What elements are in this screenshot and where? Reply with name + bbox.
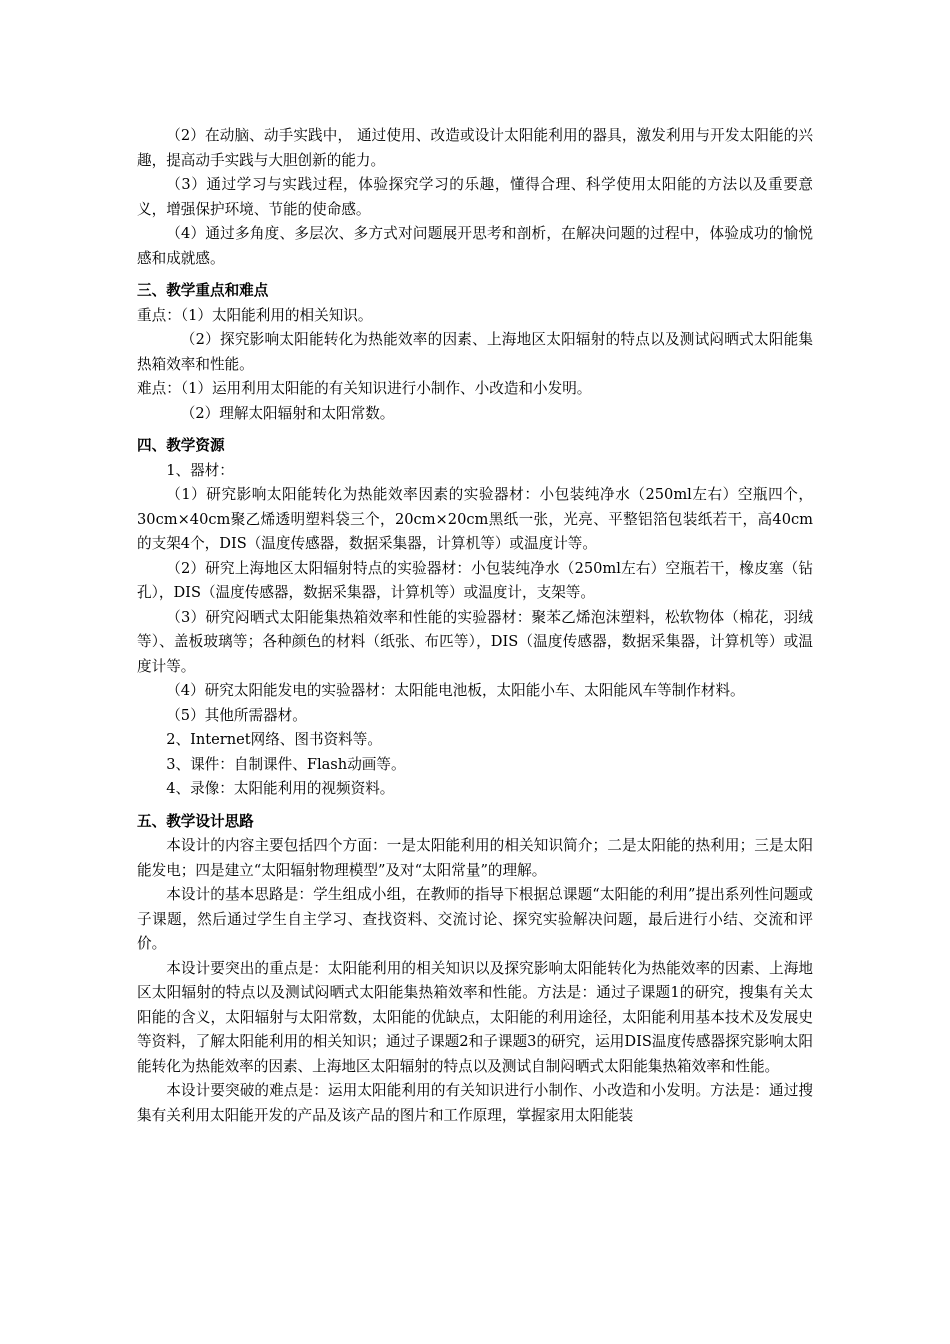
equipment-paragraph-5: （5）其他所需器材。: [166, 706, 307, 724]
difficulty-1: 难点：（1）运用利用太阳能的有关知识进行小制作、小改造和小发明。: [137, 380, 592, 397]
equipment-paragraph-1: （1）研究影响太阳能转化为热能效率因素的实验器材：小包装纯净水（250ml左右）空瓶四个，30cm×40cm聚乙烯透明塑料袋三个，20cm×20cm黑纸一张，光亮、平整铝箔包装纸若干，高40cm的支架4个，DIS（温度传感器，数据采集器，计算机等）或温度计等。: [137, 486, 813, 552]
section-heading-resources: 四、教学资源: [137, 437, 225, 454]
resource-item-2: 2、Internet网络、图书资料等。: [166, 731, 382, 748]
design-paragraph-2: 本设计的基本思路是：学生组成小组，在教师的指导下根据总课题“太阳能的利用”提出系列性问题或子课题，然后通过学生自主学习、查找资料、交流讨论、探究实验解决问题，最后进行小结、交流和评价。: [137, 886, 813, 952]
key-point-1: 重点：（1）太阳能利用的相关知识。: [137, 306, 373, 324]
equipment-paragraph-2: （2）研究上海地区太阳辐射特点的实验器材：小包装纯净水（250ml左右）空瓶若干，橡皮塞（钻孔），DIS（温度传感器，数据采集器，计算机等）或温度计，支架等。: [137, 559, 813, 601]
resource-item-1: 1、器材：: [166, 461, 234, 479]
document-page: [137, 124, 813, 1128]
section-heading-key-points: 三、教学重点和难点: [137, 282, 269, 299]
goal-paragraph-2: （2）在动脑、动手实践中， 通过使用、改造或设计太阳能利用的器具，激发利用与开发太阳能的兴趣，提高动手实践与大胆创新的能力。: [137, 127, 813, 169]
equipment-paragraph-3: （3）研究闷晒式太阳能集热箱效率和性能的实验器材：聚苯乙烯泡沫塑料，松软物体（棉花，羽绒等）、盖板玻璃等；各种颜色的材料（纸张、布匹等），DIS（温度传感器，数据采集器，计算机等）或温度计等。: [137, 608, 813, 675]
design-paragraph-3: 本设计要突出的重点是：太阳能利用的相关知识以及探究影响太阳能转化为热能效率的因素、上海地区太阳辐射的特点以及测试闷晒式太阳能集热箱效率和性能。方法是：通过子课题1的研究，搜集有关太阳能的含义，太阳辐射与太阳常数，太阳能的优缺点，太阳能的利用途径，太阳能利用基本技术及发展史等资料，了解太阳能利用的相关知识；通过子课题2和子课题3的研究，运用DIS温度传感器探究影响太阳能转化为热能效率的因素、上海地区太阳辐射的特点以及测试自制闷晒式太阳能集热箱效率和性能。: [137, 959, 813, 1075]
section-heading-design: 五、教学设计思路: [137, 812, 254, 830]
goal-paragraph-3: （3）通过学习与实践过程，体验探究学习的乐趣，懂得合理、科学使用太阳能的方法以及重要意义，增强保护环境、节能的使命感。: [137, 176, 813, 218]
key-point-2: （2）探究影响太阳能转化为热能效率的因素、上海地区太阳辐射的特点以及测试闷晒式太阳能集热箱效率和性能。: [137, 331, 813, 373]
design-paragraph-4: 本设计要突破的难点是：运用太阳能利用的有关知识进行小制作、小改造和小发明。方法是：通过搜集有关利用太阳能开发的产品及该产品的图片和工作原理，掌握家用太阳能装: [137, 1082, 813, 1124]
design-paragraph-1: 本设计的内容主要包括四个方面：一是太阳能利用的相关知识简介；二是太阳能的热利用；三是太阳能发电；四是建立“太阳辐射物理模型”及对“太阳常量”的理解。: [137, 837, 813, 879]
resource-item-3: 3、课件：自制课件、Flash动画等。: [166, 755, 406, 773]
resource-item-4: 4、录像：太阳能利用的视频资料。: [166, 780, 395, 797]
difficulty-2: （2）理解太阳辐射和太阳常数。: [180, 404, 395, 422]
equipment-paragraph-4: （4）研究太阳能发电的实验器材：太阳能电池板，太阳能小车、太阳能风车等制作材料。: [166, 682, 745, 699]
goal-paragraph-4: （4）通过多角度、多层次、多方式对问题展开思考和剖析，在解决问题的过程中，体验成功的愉悦感和成就感。: [137, 225, 813, 267]
